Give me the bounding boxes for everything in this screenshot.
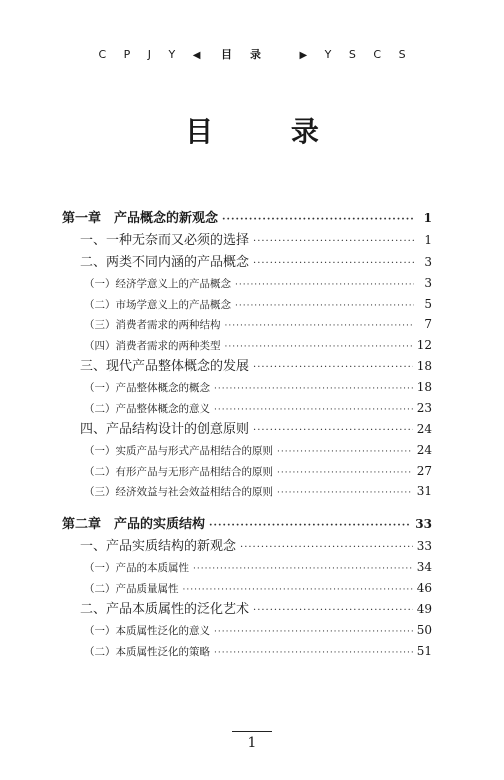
toc-page-number: 1 — [424, 233, 432, 247]
running-header — [0, 46, 504, 62]
toc-entry-label: 二、产品本质属性的泛化艺术 — [80, 602, 250, 617]
toc-chapter-1 — [62, 207, 432, 502]
toc-entry-label: （二）本质属性泛化的策略 — [84, 645, 210, 658]
dot-leader — [235, 275, 414, 296]
toc-entry-label: 第一章 产品概念的新观念 — [62, 211, 219, 226]
dot-leader — [193, 559, 413, 580]
footer-rule — [232, 731, 272, 732]
toc-entry-label: 一、一种无奈而又必须的选择 — [80, 233, 250, 248]
toc-subsection-entry[interactable] — [62, 557, 432, 578]
toc-page-number: 18 — [416, 380, 432, 394]
right-arrow-icon: ▶ — [299, 50, 308, 61]
toc-page-number: 31 — [416, 484, 432, 498]
toc-entry-label: （一）产品整体概念的概念 — [84, 382, 210, 394]
toc-section-entry[interactable] — [62, 535, 432, 557]
toc-page-number: 33 — [415, 517, 432, 531]
toc-page-number: 49 — [416, 602, 432, 616]
header-letter: C — [373, 48, 382, 61]
dot-leader — [214, 643, 413, 664]
toc-subsection-entry[interactable] — [62, 273, 432, 294]
toc-section-entry[interactable] — [62, 251, 432, 273]
header-letter: S — [348, 48, 356, 61]
dot-leader — [214, 400, 413, 421]
toc-entry-label: （三）经济效益与社会效益相结合的原则 — [84, 486, 273, 498]
dot-leader — [225, 337, 413, 358]
toc-page-number: 51 — [416, 643, 432, 658]
toc-entry-label: 第二章 产品的实质结构 — [62, 517, 206, 532]
dot-leader — [253, 253, 414, 275]
toc-page-number: 33 — [416, 539, 432, 553]
toc-page-number: 46 — [416, 580, 432, 595]
header-letter: C — [98, 48, 107, 61]
toc-page-number: 24 — [416, 443, 432, 457]
left-arrow-icon: ◀ — [192, 50, 201, 61]
toc-entry-label: （一）经济学意义上的产品概念 — [84, 278, 231, 290]
dot-leader — [253, 231, 414, 253]
dot-leader — [277, 442, 413, 463]
toc-chapter-2 — [62, 513, 432, 661]
toc-entry-label: （二）有形产品与无形产品相结合的原则 — [84, 465, 273, 478]
toc-subsection-entry[interactable] — [62, 398, 432, 419]
toc-subsection-entry[interactable] — [62, 461, 432, 482]
toc-page-number: 18 — [416, 359, 432, 373]
toc-section-entry[interactable] — [62, 229, 432, 251]
toc-page-number: 1 — [423, 211, 432, 225]
toc-section-entry[interactable] — [62, 355, 432, 377]
toc-subsection-entry[interactable] — [62, 641, 432, 662]
toc-entry-label: 四、产品结构设计的创意原则 — [80, 422, 250, 437]
toc-page-number: 3 — [424, 255, 432, 269]
toc-entry-label: （二）产品质量属性 — [84, 582, 179, 595]
toc-entry-label: （四）消费者需求的两种类型 — [84, 339, 221, 352]
dot-leader — [253, 420, 413, 442]
dot-leader — [214, 379, 413, 400]
toc-entry-label: 二、两类不同内涵的产品概念 — [80, 255, 250, 270]
header-letter: Y — [168, 48, 176, 61]
dot-leader — [253, 600, 413, 622]
header-letter: J — [147, 48, 152, 61]
toc-subsection-entry[interactable] — [62, 314, 432, 335]
dot-leader — [209, 515, 411, 537]
toc-page-number: 23 — [416, 400, 432, 415]
page-title: 目 录 — [185, 115, 353, 148]
toc-entry-label: （二）市场学意义上的产品概念 — [84, 298, 231, 311]
dot-leader — [225, 316, 415, 337]
toc-subsection-entry[interactable] — [62, 620, 432, 641]
toc-page-number: 50 — [416, 623, 432, 637]
toc-entry-label: 三、现代产品整体概念的发展 — [80, 359, 250, 374]
toc-subsection-entry[interactable] — [62, 377, 432, 398]
page-number: 1 — [247, 735, 257, 751]
dot-leader — [277, 463, 413, 484]
toc-entry-label: （三）消费者需求的两种结构 — [84, 319, 221, 331]
dot-leader — [183, 580, 413, 601]
toc-chapter-heading[interactable] — [62, 207, 432, 229]
toc-page-number: 34 — [416, 560, 432, 574]
toc-chapter-heading[interactable] — [62, 513, 432, 535]
toc-subsection-entry[interactable] — [62, 578, 432, 599]
header-title: 目录 — [220, 48, 279, 61]
toc-section-entry[interactable] — [62, 418, 432, 440]
dot-leader — [214, 622, 413, 643]
header-letter: P — [123, 48, 131, 61]
toc-page-number: 24 — [416, 422, 432, 436]
toc-subsection-entry[interactable] — [62, 440, 432, 461]
dot-leader — [240, 537, 413, 559]
toc-subsection-entry[interactable] — [62, 335, 432, 356]
toc-entry-label: （一）产品的本质属性 — [84, 562, 189, 574]
toc-page-number: 12 — [416, 337, 432, 352]
toc-subsection-entry[interactable] — [62, 481, 432, 502]
toc-page-number: 27 — [416, 463, 432, 478]
dot-leader — [277, 483, 413, 504]
toc-subsection-entry[interactable] — [62, 294, 432, 315]
toc-entry-label: （一）本质属性泛化的意义 — [84, 625, 210, 637]
toc-entry-label: （一）实质产品与形式产品相结合的原则 — [84, 445, 273, 457]
toc-page-number: 5 — [424, 296, 432, 311]
header-letter: Y — [324, 48, 332, 61]
dot-leader — [253, 357, 413, 379]
dot-leader — [222, 209, 414, 231]
toc-entry-label: （二）产品整体概念的意义 — [84, 402, 210, 415]
toc-page-number: 7 — [424, 317, 432, 331]
toc-section-entry[interactable] — [62, 598, 432, 620]
toc-entry-label: 一、产品实质结构的新观念 — [80, 539, 237, 554]
toc-page-number: 3 — [424, 276, 432, 290]
dot-leader — [235, 296, 414, 317]
header-letter: S — [398, 48, 406, 61]
